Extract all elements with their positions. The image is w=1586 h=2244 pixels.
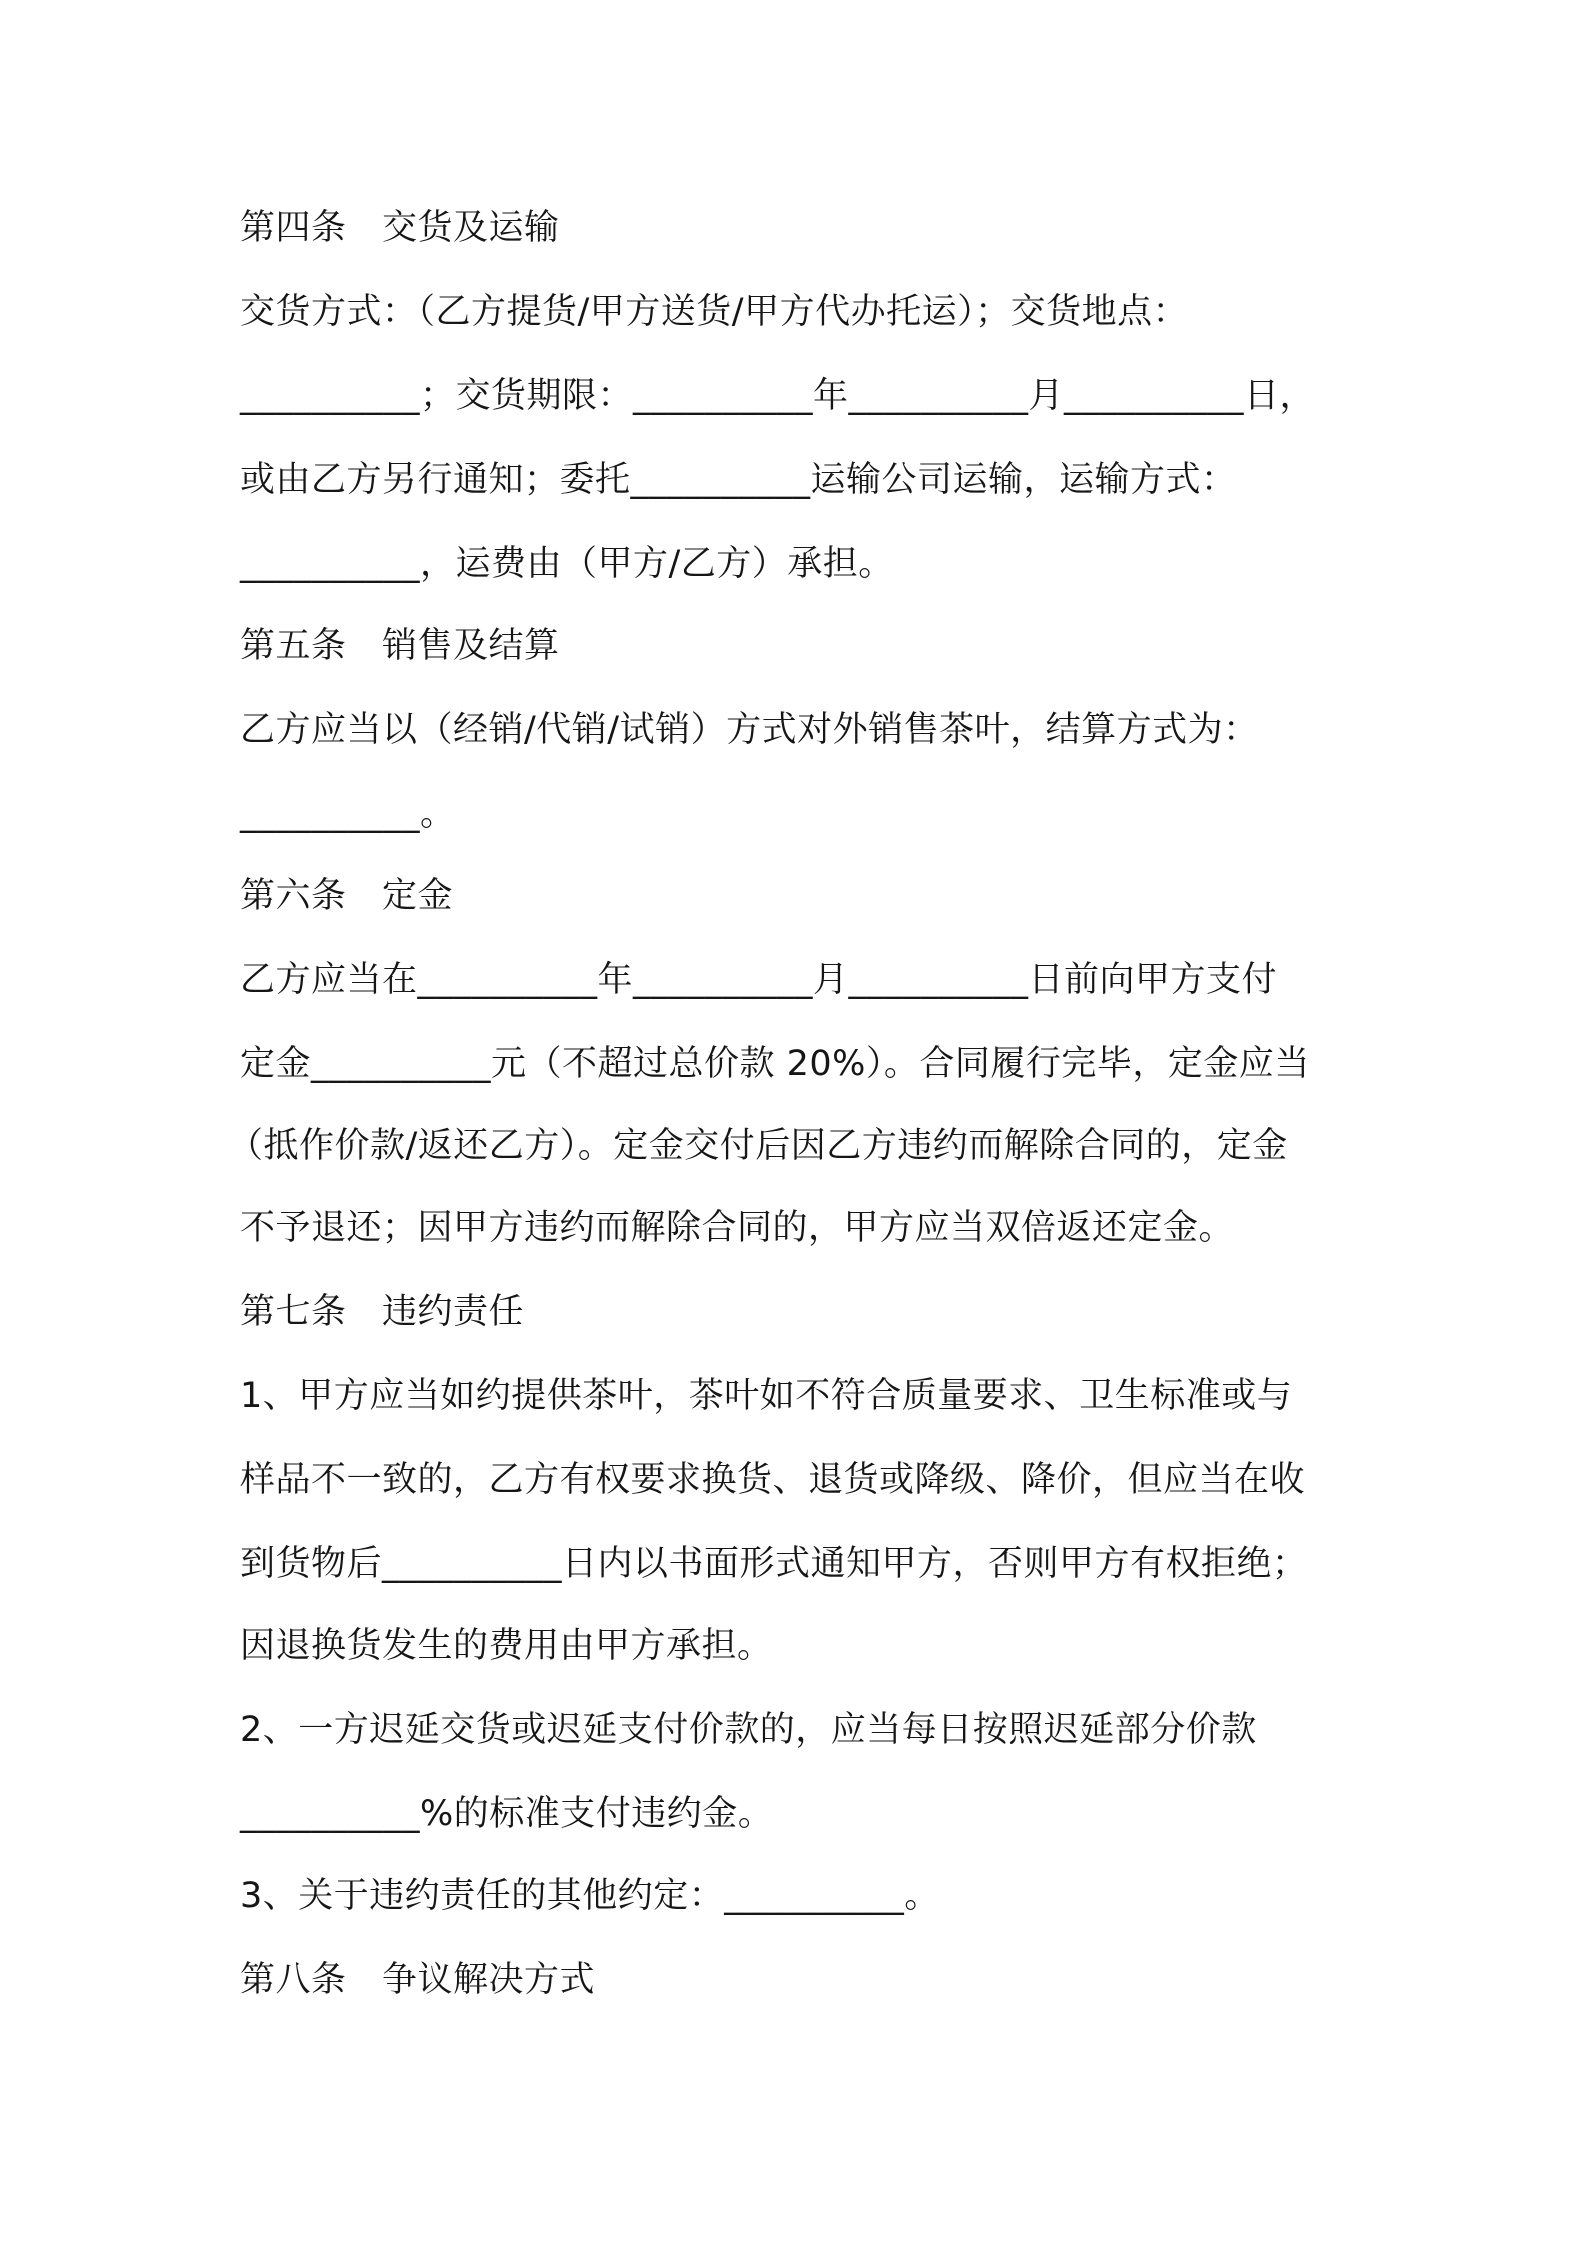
article-4-heading: 第四条 交货及运输 xyxy=(240,208,560,248)
breach-clause-2-line-2: __________%的标准支付违约金。 xyxy=(240,1794,774,1834)
article-7-heading: 第七条 违约责任 xyxy=(240,1292,525,1332)
sales-method-line: 乙方应当以（经销/代销/试销）方式对外销售茶叶，结算方式为： xyxy=(240,710,1259,750)
transport-company-line: 或由乙方另行通知；委托__________运输公司运输，运输方式： xyxy=(240,460,1237,500)
breach-clause-1-line-2: 样品不一致的，乙方有权要求换货、退货或降级、降价，但应当在收 xyxy=(240,1460,1306,1500)
breach-clause-1-line-4: 因退换货发生的费用由甲方承担。 xyxy=(240,1626,773,1666)
deposit-refund-line: 不予退还；因甲方违约而解除合同的，甲方应当双倍返还定金。 xyxy=(240,1208,1235,1248)
deposit-amount-line: 定金__________元（不超过总价款 20%）。合同履行完毕，定金应当 xyxy=(240,1044,1310,1084)
breach-clause-2-line-1: 2、一方迟延交货或迟延支付价款的，应当每日按照迟延部分价款 xyxy=(240,1710,1257,1750)
freight-line: __________，运费由（甲方/乙方）承担。 xyxy=(240,544,894,584)
breach-clause-1-line-1: 1、甲方应当如约提供茶叶，茶叶如不符合质量要求、卫生标准或与 xyxy=(240,1376,1293,1416)
delivery-deadline-line: __________；交货期限：__________年__________月__________日， xyxy=(240,376,1316,416)
article-8-heading: 第八条 争议解决方式 xyxy=(240,1960,596,2000)
breach-clause-1-line-3: 到货物后__________日内以书面形式通知甲方，否则甲方有权拒绝； xyxy=(240,1544,1308,1584)
article-5-heading: 第五条 销售及结算 xyxy=(240,626,560,666)
breach-clause-3-line: 3、关于违约责任的其他约定：__________。 xyxy=(240,1876,940,1916)
article-6-heading: 第六条 定金 xyxy=(240,876,454,916)
deposit-date-line: 乙方应当在__________年__________月__________日前向甲方支付 xyxy=(240,960,1278,1000)
settlement-line: __________。 xyxy=(240,794,456,834)
delivery-method-line: 交货方式：（乙方提货/甲方送货/甲方代办托运）；交货地点： xyxy=(240,292,1189,332)
deposit-handling-line: （抵作价款/返还乙方）。定金交付后因乙方违约而解除合同的，定金 xyxy=(228,1126,1288,1166)
